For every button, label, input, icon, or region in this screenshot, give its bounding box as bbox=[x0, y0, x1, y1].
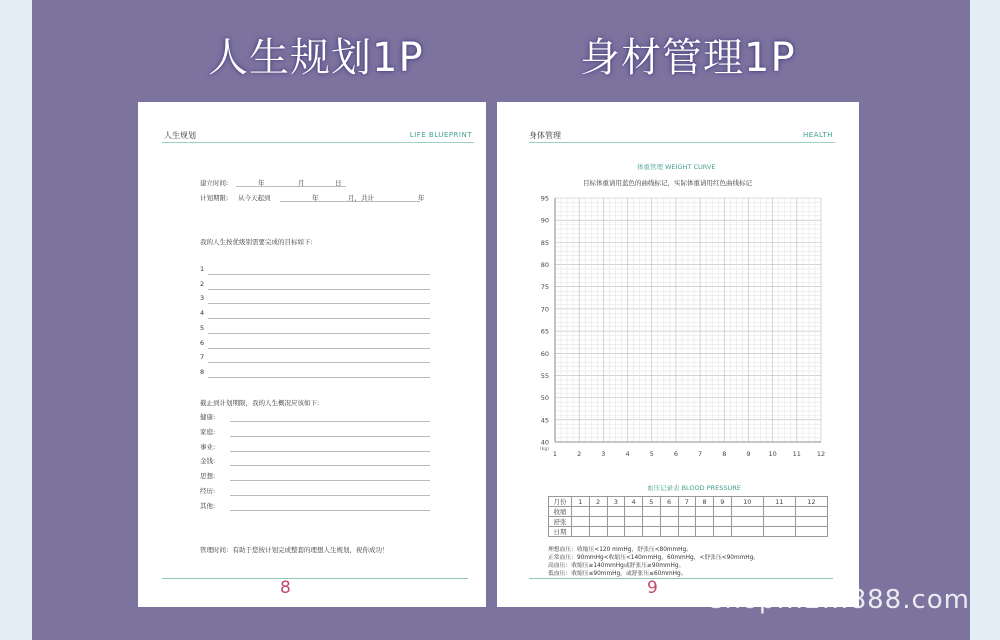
footer-rule bbox=[529, 578, 833, 580]
weight-chart-title-en: WEIGHT CURVE bbox=[665, 163, 716, 171]
bp-value-cell bbox=[572, 527, 590, 537]
bp-value-cell bbox=[643, 517, 661, 527]
y-tick-label: 95 bbox=[540, 194, 549, 203]
bp-row-label: 日期 bbox=[549, 527, 572, 537]
goal-number: 1 bbox=[200, 265, 205, 273]
x-tick-label: 1 bbox=[552, 450, 558, 458]
bp-value-cell bbox=[696, 507, 714, 517]
status-label: 健康: bbox=[200, 413, 216, 421]
y-tick-label: 70 bbox=[540, 305, 549, 314]
bp-value-cell bbox=[731, 517, 763, 527]
y-tick-label: 80 bbox=[540, 261, 549, 270]
bp-value-cell bbox=[572, 517, 590, 527]
y-tick-label: 65 bbox=[540, 327, 549, 336]
goal-line bbox=[208, 348, 430, 349]
period-month: 月，共计 bbox=[348, 194, 374, 202]
x-tick-label: 7 bbox=[698, 450, 703, 458]
bp-value-cell bbox=[714, 507, 732, 517]
bp-value-cell bbox=[625, 517, 643, 527]
bp-value-cell bbox=[660, 507, 678, 517]
goal-number: 4 bbox=[200, 309, 205, 318]
bp-value-cell bbox=[589, 507, 607, 517]
bp-value-cell bbox=[696, 527, 714, 537]
bp-value-cell bbox=[589, 527, 607, 537]
bp-row bbox=[549, 527, 828, 537]
y-tick-label: 50 bbox=[540, 394, 549, 403]
bp-title bbox=[647, 483, 741, 492]
goals-intro: 我的人生按优级别需要完成的目标如下: bbox=[200, 238, 313, 246]
y-tick-label: 45 bbox=[540, 416, 549, 425]
established-month: 月 bbox=[298, 179, 305, 187]
bp-value-cell bbox=[763, 527, 795, 537]
y-tick-label: 60 bbox=[540, 349, 549, 358]
y-tick-label: 90 bbox=[540, 216, 549, 225]
x-tick-label: 11 bbox=[792, 450, 801, 458]
bp-month-cell: 10 bbox=[731, 497, 763, 507]
established-label: 建立时间: bbox=[200, 179, 229, 187]
bp-row bbox=[549, 507, 828, 517]
status-intro: 截止到计划期限，我的人生概况应该如下: bbox=[200, 399, 320, 407]
page-number: 9 bbox=[647, 578, 658, 598]
bp-value-cell bbox=[795, 507, 827, 517]
bp-note: 正常血压：90mmHg<收缩压<140mmHg，60mmHg，<舒张压<90mmHg。 bbox=[548, 555, 760, 561]
status-line bbox=[230, 451, 430, 452]
established-day: 日 bbox=[335, 179, 342, 187]
watermark: shop...2...888.com bbox=[710, 585, 970, 615]
page-title: 人生规划 bbox=[164, 131, 196, 140]
bp-note: 高血压：收缩压≥140mmHg或舒张压≥90mmHg。 bbox=[548, 563, 685, 569]
weight-chart bbox=[497, 188, 859, 468]
bp-title-cn: 血压记录表 bbox=[647, 484, 680, 492]
period-from: 从今天起到 bbox=[238, 194, 271, 202]
x-tick-label: 6 bbox=[673, 450, 678, 458]
bp-month-cell: 6 bbox=[660, 497, 678, 507]
footer-rule bbox=[162, 578, 468, 580]
bp-value-cell bbox=[607, 517, 625, 527]
x-tick-label: 9 bbox=[746, 450, 751, 458]
status-line bbox=[230, 421, 430, 422]
bp-value-cell bbox=[714, 517, 732, 527]
bp-row-label: 收缩 bbox=[549, 507, 572, 517]
bp-month-cell: 1 bbox=[572, 497, 590, 507]
goal-number: 8 bbox=[200, 367, 205, 376]
footer-note: 管理时间：有助于您按计划完成整套的理想人生规划，祝你成功！ bbox=[200, 546, 389, 554]
weight-chart-note: 目标体重请用蓝色的曲线标记，实际体重请用红色曲线标记 bbox=[583, 179, 752, 187]
bp-value-cell bbox=[731, 507, 763, 517]
page-title: 身体管理 bbox=[529, 131, 561, 140]
header-rule bbox=[162, 142, 474, 143]
bp-value-cell bbox=[795, 527, 827, 537]
period-years: 年 bbox=[418, 194, 425, 202]
x-tick-label: 8 bbox=[722, 450, 727, 458]
status-line bbox=[230, 510, 430, 511]
status-line bbox=[230, 465, 430, 466]
bp-note: 低血压：收缩压≤90mmHg，或舒张压≤60mmHg。 bbox=[548, 571, 687, 577]
goal-line bbox=[208, 303, 430, 304]
status-line bbox=[230, 480, 430, 481]
bp-month-cell: 3 bbox=[607, 497, 625, 507]
y-unit-label: (kg) bbox=[540, 447, 549, 452]
bp-value-cell bbox=[607, 507, 625, 517]
bp-value-cell bbox=[763, 517, 795, 527]
x-tick-label: 4 bbox=[625, 450, 630, 458]
bp-month-cell: 8 bbox=[696, 497, 714, 507]
bp-value-cell bbox=[607, 527, 625, 537]
weight-chart-title bbox=[637, 162, 716, 171]
bp-value-cell bbox=[795, 517, 827, 527]
status-label: 经历: bbox=[200, 487, 216, 495]
left-heading: 人生规划1P bbox=[208, 35, 424, 81]
goal-line bbox=[208, 377, 430, 378]
bp-table bbox=[548, 496, 828, 537]
goal-number: 5 bbox=[200, 323, 205, 332]
bp-month-cell: 2 bbox=[589, 497, 607, 507]
goal-number: 3 bbox=[200, 294, 205, 303]
bp-value-cell bbox=[625, 507, 643, 517]
status-line bbox=[230, 436, 430, 437]
y-tick-label: 75 bbox=[540, 283, 549, 292]
bp-value-cell bbox=[660, 517, 678, 527]
body-management-page bbox=[497, 102, 859, 607]
bp-value-cell bbox=[678, 517, 696, 527]
x-tick-label: 10 bbox=[768, 450, 777, 458]
page-brand: HEALTH bbox=[803, 131, 833, 139]
goal-line bbox=[208, 274, 430, 275]
bp-value-cell bbox=[589, 517, 607, 527]
status-label: 其他: bbox=[200, 501, 216, 510]
x-tick-label: 2 bbox=[577, 450, 582, 458]
bp-value-cell bbox=[696, 517, 714, 527]
bp-value-cell bbox=[678, 507, 696, 517]
established-year: 年 bbox=[258, 179, 265, 187]
bp-value-cell bbox=[763, 507, 795, 517]
bp-row-label: 月份 bbox=[549, 497, 572, 507]
bp-month-cell: 4 bbox=[625, 497, 643, 507]
bp-value-cell bbox=[731, 527, 763, 537]
status-label: 金钱: bbox=[200, 457, 216, 466]
bp-note: 理想血压：收缩压<120 mmHg，舒张压<80mmHg。 bbox=[548, 547, 693, 553]
bp-title-en: BLOOD PRESSURE bbox=[681, 484, 741, 492]
bp-row-label: 舒张 bbox=[549, 517, 572, 527]
period-label: 计划期限: bbox=[200, 194, 229, 202]
bp-value-cell bbox=[643, 507, 661, 517]
bp-month-cell: 7 bbox=[678, 497, 696, 507]
bp-value-cell bbox=[643, 527, 661, 537]
goal-line bbox=[208, 362, 430, 363]
bp-value-cell bbox=[625, 527, 643, 537]
page-number: 8 bbox=[280, 578, 291, 598]
status-label: 事业: bbox=[200, 442, 216, 451]
y-tick-label: 85 bbox=[540, 238, 549, 247]
goal-line bbox=[208, 333, 430, 334]
bp-value-cell bbox=[714, 527, 732, 537]
bp-month-cell: 12 bbox=[795, 497, 827, 507]
goal-number: 6 bbox=[200, 338, 205, 347]
goal-number: 7 bbox=[200, 353, 205, 362]
x-tick-label: 3 bbox=[601, 450, 606, 458]
x-tick-label: 12 bbox=[816, 450, 826, 458]
goal-line bbox=[208, 318, 430, 319]
bp-month-cell: 9 bbox=[714, 497, 732, 507]
status-label: 思想: bbox=[200, 472, 216, 481]
established-line bbox=[236, 186, 346, 187]
goal-number: 2 bbox=[200, 279, 205, 288]
bp-value-cell bbox=[572, 507, 590, 517]
bp-row bbox=[549, 497, 828, 507]
bp-month-cell: 11 bbox=[763, 497, 795, 507]
y-tick-label: 55 bbox=[540, 371, 549, 380]
weight-chart-title-cn: 体重管理 bbox=[637, 163, 663, 171]
bp-row bbox=[549, 517, 828, 527]
x-tick-label: 5 bbox=[649, 450, 654, 458]
period-year: 年 bbox=[312, 194, 319, 202]
bp-month-cell: 5 bbox=[643, 497, 661, 507]
bp-value-cell bbox=[678, 527, 696, 537]
bp-value-cell bbox=[660, 527, 678, 537]
goal-line bbox=[208, 289, 430, 290]
y-tick-label: 40 bbox=[540, 438, 549, 447]
life-plan-page bbox=[138, 102, 486, 607]
status-line bbox=[230, 495, 430, 496]
status-label: 家庭: bbox=[200, 427, 216, 436]
page-brand: LIFE BLUEPRINT bbox=[409, 131, 472, 139]
right-heading: 身材管理1P bbox=[580, 35, 796, 81]
header-rule bbox=[529, 142, 835, 143]
